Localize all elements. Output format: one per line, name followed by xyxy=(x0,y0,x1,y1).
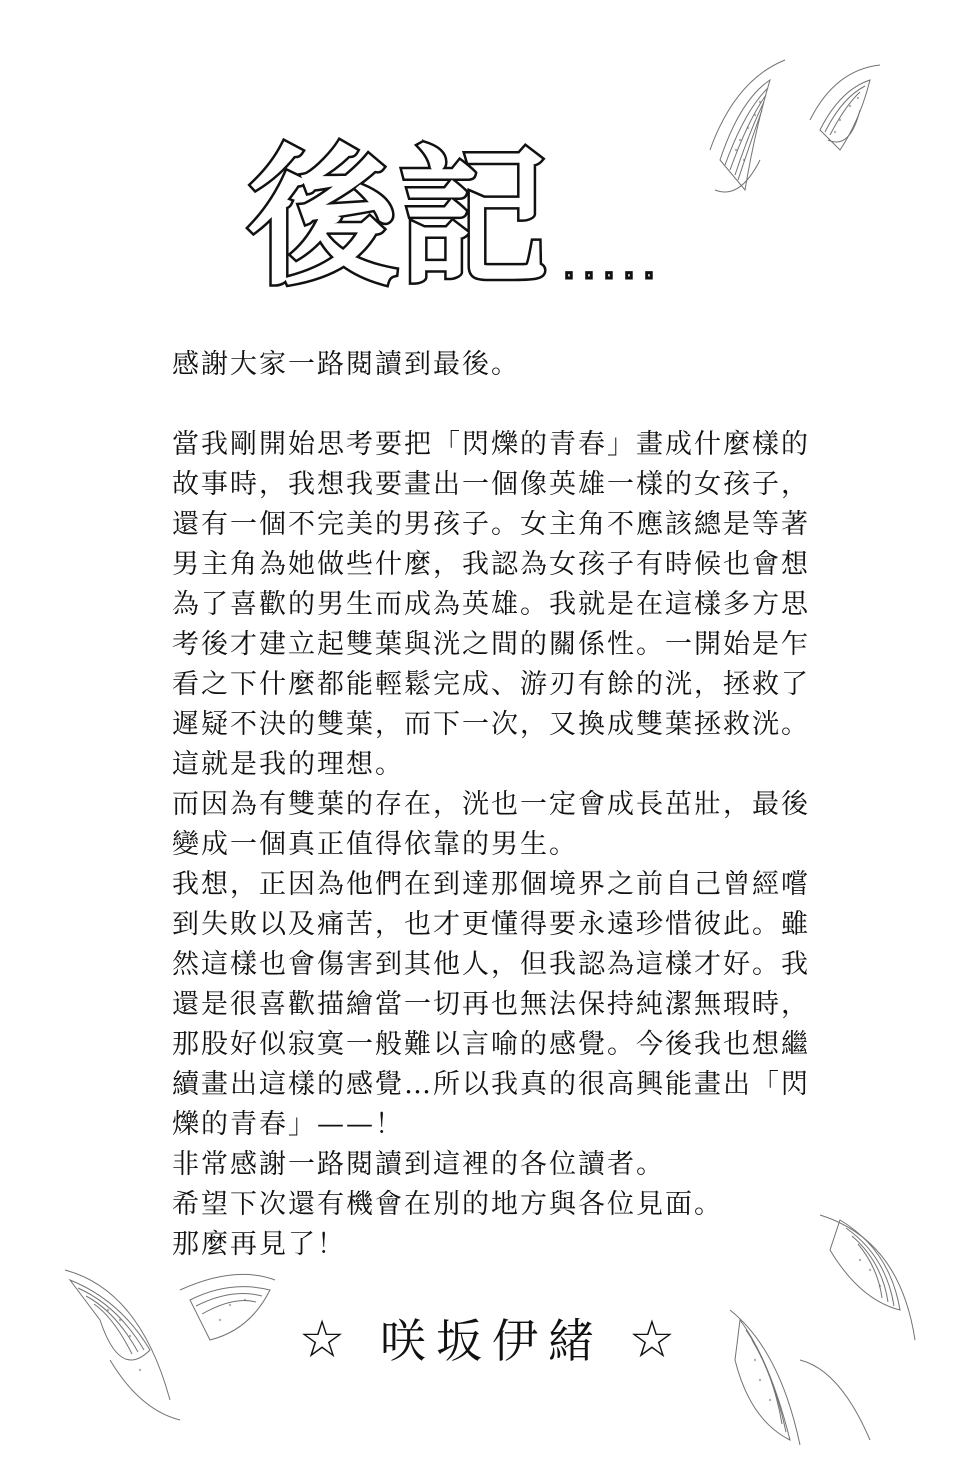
text-line: 男主角為她做些什麼，我認為女孩子有時候也會想 xyxy=(172,549,810,580)
text-line: 到失敗以及痛苦，也才更懂得要永遠珍惜彼此。雖 xyxy=(172,909,810,940)
author-name: 咲坂伊緒 xyxy=(380,1314,604,1368)
star-icon: ☆ xyxy=(628,1310,686,1370)
text-line: 感謝大家一路閱讀到最後。 xyxy=(172,349,520,380)
text-line: 變成一個真正值得依靠的男生。 xyxy=(172,829,578,860)
text-line: 希望下次還有機會在別的地方與各位見面。 xyxy=(172,1189,723,1220)
text-line: 那股好似寂寞一般難以言喻的感覺。今後我也想繼 xyxy=(172,1029,810,1060)
sketch-decoration-bottom-right xyxy=(720,1210,920,1450)
text-line: 當我剛開始思考要把「閃爍的青春」畫成什麼樣的 xyxy=(172,429,810,460)
text-line: 我想，正因為他們在到達那個境界之前自己曾經嚐 xyxy=(172,869,810,900)
star-icon: ☆ xyxy=(298,1310,356,1370)
text-line: 那麼再見了！ xyxy=(172,1229,346,1260)
text-line: 然這樣也會傷害到其他人，但我認為這樣才好。我 xyxy=(172,949,810,980)
text-line: 還有一個不完美的男孩子。女主角不應該總是等著 xyxy=(172,509,810,540)
afterword-body xyxy=(172,345,810,1265)
text-line: 而因為有雙葉的存在，洸也一定會成長茁壯，最後 xyxy=(172,789,810,820)
title-main: 後記 xyxy=(248,132,549,300)
text-line: 還是很喜歡描繪當一切再也無法保持純潔無瑕時， xyxy=(172,989,810,1020)
text-line: 非常感謝一路閱讀到這裡的各位讀者。 xyxy=(172,1149,665,1180)
text-line: 遲疑不決的雙葉，而下一次，又換成雙葉拯救洸。 xyxy=(172,709,810,740)
text-line: 這就是我的理想。 xyxy=(172,749,404,780)
text-line: 考後才建立起雙葉與洸之間的關係性。一開始是乍 xyxy=(172,629,810,660)
text-line: 為了喜歡的男生而成為英雄。我就是在這樣多方思 xyxy=(172,589,810,620)
author-signature xyxy=(282,1300,702,1380)
text-line: 故事時，我想我要畫出一個像英雄一樣的女孩子， xyxy=(172,469,810,500)
afterword-title xyxy=(240,110,760,300)
text-line: 續畫出這樣的感覺…所以我真的很高興能畫出「閃 xyxy=(172,1069,810,1100)
sketch-decoration-bottom-left xyxy=(60,1260,280,1430)
title-dots: ..... xyxy=(562,238,662,289)
text-line: 爍的青春」——！ xyxy=(172,1109,404,1140)
text-line: 看之下什麼都能輕鬆完成、游刃有餘的洸，拯救了 xyxy=(172,669,810,700)
